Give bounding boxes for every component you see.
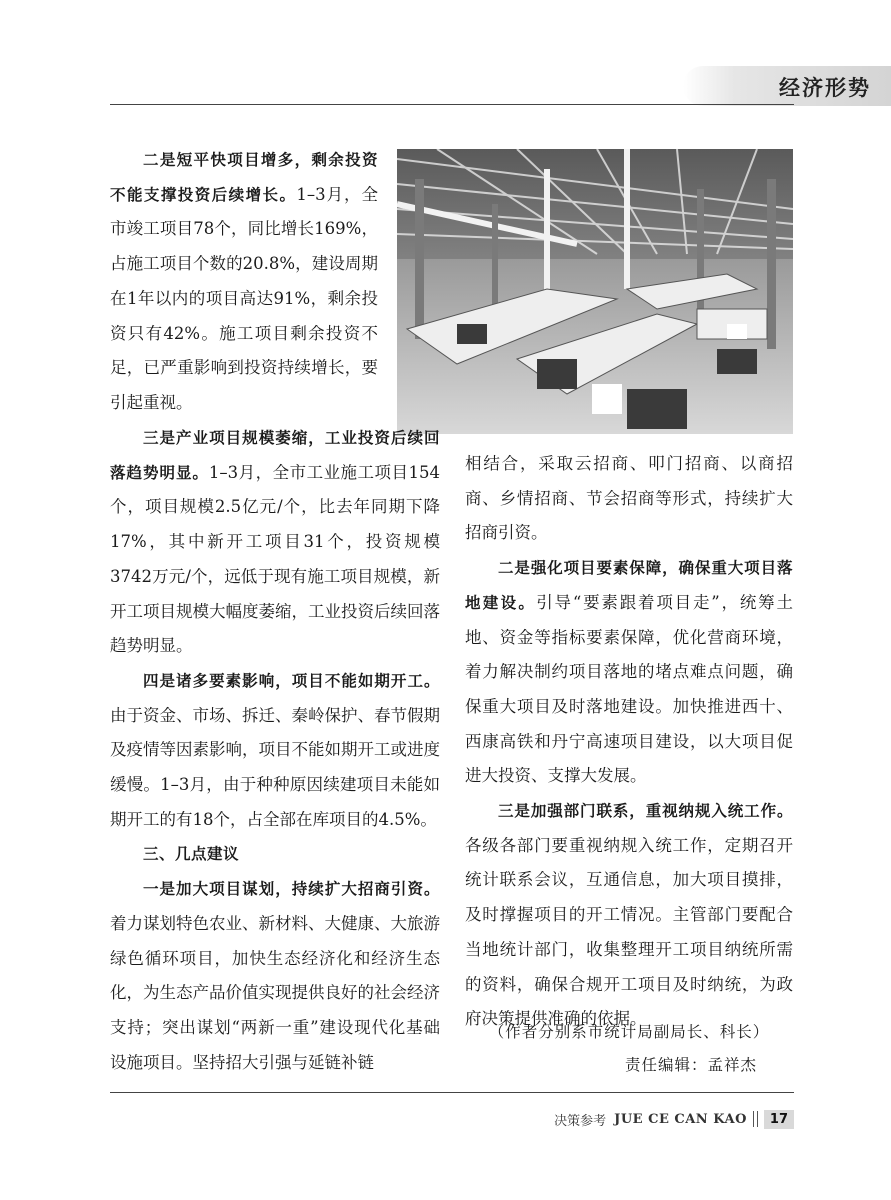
factory-floor-photo bbox=[397, 149, 793, 434]
section-title: 经济形势 bbox=[779, 76, 871, 100]
paragraph-body: 1–3月，全市竣工项目78个，同比增长169%，占施工项目个数的20.8%，建设周期在1年以内的项目高达91%，剩余投资只有42%。施工项目剩余投资不足，已严重影响到投资持续增长，要引起重视。 bbox=[110, 184, 378, 412]
paragraph bbox=[110, 664, 440, 838]
paragraph-body: 1–3月，全市工业施工项目154个，项目规模2.5亿元/个，比去年同期下降17%，其中新开工项目31个，投资规模3742万元/个，远低于现有施工项目规模，新开工项目规模大幅度萎缩，工业投资后续回落趋势明显。 bbox=[110, 462, 440, 656]
paragraph bbox=[110, 421, 440, 664]
paragraph-lead: 三是产业项目规模萎缩，工业投资后续回落趋势明显。 bbox=[110, 429, 440, 482]
section-tag bbox=[683, 66, 891, 106]
section-heading bbox=[110, 837, 440, 872]
paragraph-lead: 四是诸多要素影响，项目不能如期开工。 bbox=[143, 671, 440, 690]
left-column-top bbox=[110, 143, 378, 421]
heading-text: 三、几点建议 bbox=[143, 845, 240, 864]
author-note: （作者分别系市统计局副局长、科长） bbox=[488, 1023, 770, 1041]
paragraph-body: 由于资金、市场、拆迁、秦岭保护、春节假期及疫情等因素影响，项目不能如期开工或进度缓慢。1–3月，由于种种原因续建项目未能如期开工的有18个，占全部在库项目的4.5%。 bbox=[110, 705, 440, 829]
page-footer bbox=[554, 1108, 794, 1130]
paragraph-lead: 二是短平快项目增多，剩余投资不能支撑投资后续增长。 bbox=[110, 151, 378, 204]
paragraph bbox=[110, 143, 378, 421]
paragraph-body: 相结合，采取云招商、叩门招商、以商招商、乡情招商、节会招商等形式，持续扩大招商引资。 bbox=[465, 454, 793, 543]
paragraph-body: 引导“要素跟着项目走”，统筹土地、资金等指标要素保障，优化营商环境，着力解决制约项目落地的堵点难点问题，确保重大项目及时落地建设。加快推进西十、西康高铁和丹宁高速项目建设，以大项目促进大投资、支撑大发展。 bbox=[465, 592, 793, 786]
right-column bbox=[465, 447, 793, 1037]
journal-name-zh: 决策参考 bbox=[554, 1113, 607, 1129]
footer-separator bbox=[753, 1111, 758, 1127]
journal-name-en: JUE CE CAN KAO bbox=[614, 1111, 747, 1127]
paragraph bbox=[110, 872, 440, 1080]
paragraph bbox=[465, 447, 793, 551]
paragraph-lead: 一是加大项目谋划，持续扩大招商引资。 bbox=[143, 880, 440, 899]
paragraph-lead: 二是强化项目要素保障，确保重大项目落地建设。 bbox=[465, 559, 793, 612]
header-divider bbox=[110, 104, 794, 105]
page-number: 17 bbox=[764, 1110, 794, 1129]
left-column-bottom bbox=[110, 421, 440, 1080]
footer-divider bbox=[110, 1092, 794, 1093]
paragraph bbox=[465, 794, 793, 1037]
editor-credit: 责任编辑：孟祥杰 bbox=[625, 1056, 758, 1074]
paragraph bbox=[465, 551, 793, 794]
paragraph-body: 各级各部门要重视纳规入统工作，定期召开统计联系会议，互通信息，加大项目摸排，及时撑握项目的开工情况。主管部门要配合当地统计部门，收集整理开工项目纳统所需的资料，确保合规开工项目及时纳统，为政府决策提供准确的依据。 bbox=[465, 835, 793, 1029]
paragraph-lead: 三是加强部门联系，重视纳规入统工作。 bbox=[498, 802, 793, 821]
paragraph-body: 着力谋划特色农业、新材料、大健康、大旅游绿色循环项目，加快生态经济化和经济生态化，为生态产品价值实现提供良好的社会经济支持；突出谋划“两新一重”建设现代化基础设施项目。坚持招大引强与延链补链 bbox=[110, 913, 440, 1072]
